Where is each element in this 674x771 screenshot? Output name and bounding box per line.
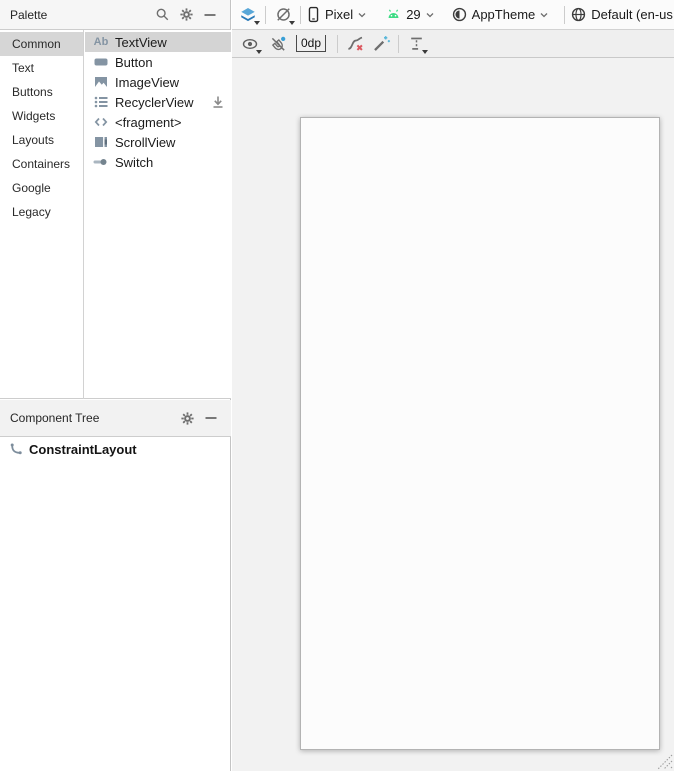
- toolbar-separator: [265, 6, 266, 24]
- palette-title: Palette: [10, 7, 48, 22]
- fragment-icon: [93, 114, 109, 130]
- textview-icon: Ab: [93, 36, 109, 48]
- component-tree-hide-button[interactable]: [199, 407, 223, 429]
- orientation-icon: [275, 6, 292, 23]
- autoconnect-toggle[interactable]: [266, 32, 290, 56]
- default-margins-value: 0dp: [296, 35, 326, 52]
- layers-icon: [239, 6, 257, 24]
- design-canvas[interactable]: [300, 117, 660, 750]
- resize-grip-icon: [655, 752, 673, 770]
- left-panel: [0, 0, 231, 771]
- theme-label: AppTheme: [471, 7, 536, 22]
- guideline-icon: [408, 35, 425, 53]
- component-tree-header: [0, 400, 231, 437]
- tree-item-constraintlayout[interactable]: ConstraintLayout: [0, 438, 231, 460]
- eye-icon: [241, 36, 259, 52]
- component-item-scrollview[interactable]: ScrollView: [85, 132, 231, 152]
- device-selector[interactable]: [306, 6, 367, 23]
- toolbar-separator: [337, 35, 338, 53]
- palette-components: [85, 30, 231, 399]
- scrollview-icon: [93, 134, 109, 150]
- component-tree-title: Component Tree: [10, 411, 100, 425]
- default-margins-button[interactable]: [296, 35, 326, 52]
- palette-category-legacy[interactable]: Legacy: [12, 205, 51, 219]
- theme-selector[interactable]: [451, 6, 550, 23]
- recyclerview-download-button[interactable]: [210, 94, 226, 110]
- recyclerview-icon: [93, 94, 109, 110]
- palette-category-layouts[interactable]: Layouts: [12, 133, 55, 147]
- component-item-switch[interactable]: Switch: [85, 152, 231, 172]
- theme-icon: [451, 6, 468, 23]
- surface-mode-button[interactable]: [236, 3, 260, 27]
- locale-label: Default (en-us: [591, 7, 673, 22]
- component-item-button[interactable]: Button: [85, 52, 231, 72]
- palette-search-button[interactable]: [150, 4, 174, 26]
- component-item-textview[interactable]: Ab TextView: [85, 32, 231, 52]
- gear-icon: [180, 411, 195, 426]
- globe-icon: [570, 6, 587, 23]
- android-icon: [385, 7, 402, 23]
- palette-category-google[interactable]: Google: [12, 181, 51, 195]
- api-level-label: 29: [406, 7, 421, 22]
- component-item-imageview[interactable]: ImageView: [85, 72, 231, 92]
- constraintlayout-icon: [8, 441, 24, 457]
- palette-category-buttons[interactable]: Buttons: [12, 85, 53, 99]
- component-item-recyclerview[interactable]: RecyclerView: [85, 92, 231, 112]
- phone-icon: [306, 6, 321, 23]
- design-area: [232, 0, 674, 771]
- palette-category-containers[interactable]: Containers: [12, 157, 71, 171]
- design-toolbar-constraints: [232, 30, 674, 58]
- magic-wand-icon: [372, 34, 391, 53]
- api-level-selector[interactable]: [385, 7, 434, 23]
- palette-categories: [0, 30, 84, 399]
- component-item-fragment[interactable]: <fragment>: [85, 112, 231, 132]
- gear-icon: [179, 7, 194, 22]
- minus-icon: [203, 8, 217, 22]
- search-icon: [155, 7, 170, 22]
- toolbar-separator: [564, 6, 565, 24]
- orientation-button[interactable]: [271, 3, 295, 27]
- toolbar-separator: [398, 35, 399, 53]
- palette-hide-button[interactable]: [198, 4, 222, 26]
- infer-constraints-button[interactable]: [369, 32, 393, 56]
- guidelines-button[interactable]: [404, 32, 428, 56]
- chevron-down-icon: [425, 10, 435, 20]
- palette-category-common[interactable]: Common: [0, 32, 83, 56]
- chevron-down-icon: [539, 10, 549, 20]
- toolbar-separator: [300, 6, 301, 24]
- design-toolbar-main: [232, 0, 674, 30]
- palette-category-text[interactable]: Text: [12, 61, 35, 75]
- palette-category-widgets[interactable]: Widgets: [12, 109, 56, 123]
- imageview-icon: [93, 74, 109, 90]
- design-surface[interactable]: [232, 58, 674, 771]
- view-options-button[interactable]: [238, 32, 262, 56]
- magnet-off-icon: [269, 35, 287, 53]
- device-label: Pixel: [325, 7, 354, 22]
- minus-icon: [204, 411, 218, 425]
- component-tree-settings-button[interactable]: [175, 407, 199, 429]
- download-icon: [210, 94, 226, 110]
- clear-constraints-icon: [346, 34, 365, 53]
- clear-constraints-button[interactable]: [343, 32, 367, 56]
- palette-body: [0, 30, 231, 399]
- palette-header: [0, 0, 230, 30]
- resize-handle[interactable]: [655, 752, 673, 770]
- locale-selector[interactable]: [570, 6, 674, 23]
- chevron-down-icon: [357, 10, 367, 20]
- palette-settings-button[interactable]: [174, 4, 198, 26]
- button-icon: [93, 54, 109, 70]
- switch-icon: [93, 154, 109, 170]
